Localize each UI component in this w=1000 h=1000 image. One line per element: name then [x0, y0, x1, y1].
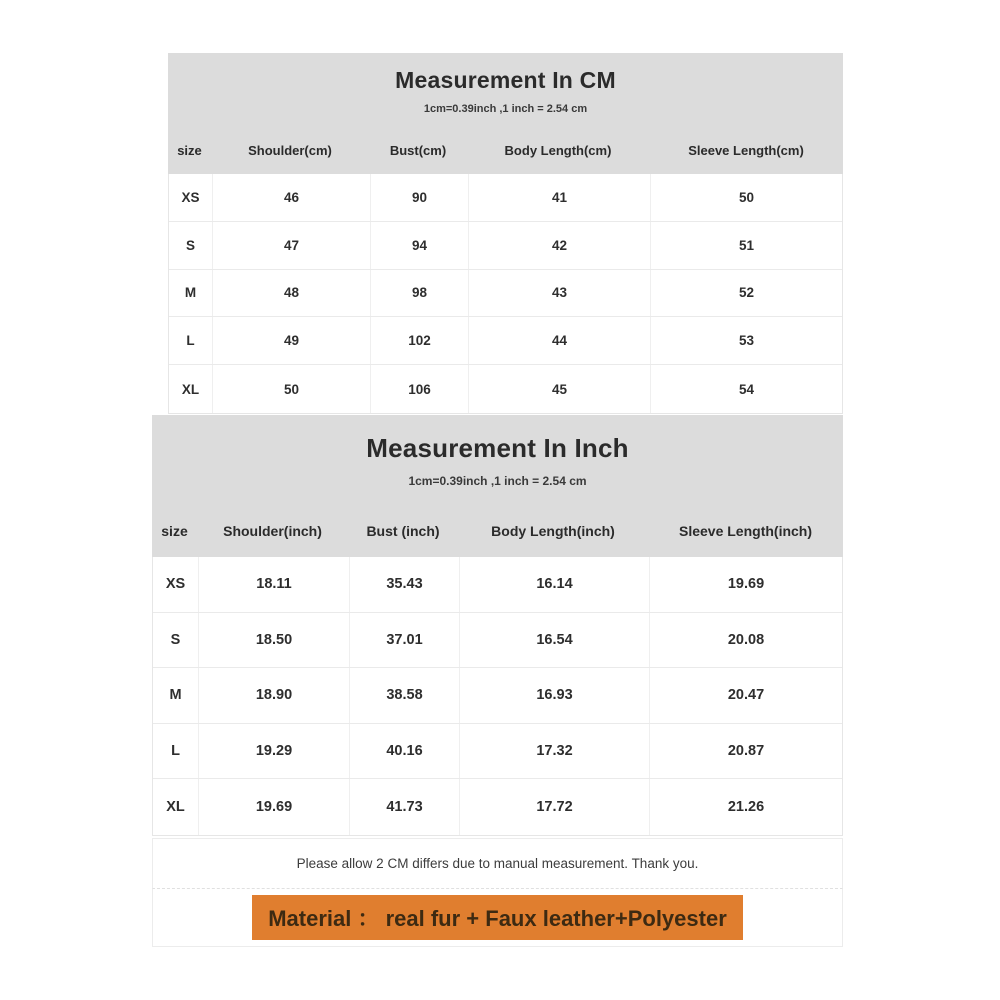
measurement-value-cell: 20.87	[649, 724, 842, 779]
measurement-value-cell: 16.54	[459, 613, 649, 668]
table-row	[169, 365, 842, 413]
measurement-value-cell: 42	[468, 222, 650, 269]
material-highlight: Material ： real fur + Faux leather+Polyester	[252, 895, 743, 940]
measurement-value-cell: 106	[370, 365, 468, 413]
measurement-value-cell: 50	[650, 174, 842, 221]
measurement-value-cell: 48	[212, 270, 370, 317]
measurement-value-cell: 38.58	[349, 668, 459, 723]
material-row	[152, 889, 843, 947]
measurement-value-cell: 46	[212, 174, 370, 221]
measurement-value-cell: 41	[468, 174, 650, 221]
notes-panel	[152, 838, 843, 947]
inch-table-body	[152, 557, 843, 836]
column-header-bust: Bust(cm)	[389, 142, 447, 158]
measurement-value-cell: 16.93	[459, 668, 649, 723]
measurement-value-cell: 20.47	[649, 668, 842, 723]
inch-column-header-row	[152, 505, 843, 557]
measurement-value-cell: 43	[468, 270, 650, 317]
table-row	[169, 222, 842, 270]
size-label-cell: S	[185, 237, 195, 253]
measurement-value-cell: 35.43	[349, 557, 459, 612]
cm-column-header-row	[168, 126, 843, 174]
measurement-value-cell: 17.72	[459, 779, 649, 835]
measurement-value-cell: 94	[370, 222, 468, 269]
measurement-value-cell: 45	[468, 365, 650, 413]
measurement-value-cell: 50	[212, 365, 370, 413]
table-row	[153, 779, 842, 835]
inch-table-title: Measurement In Inch	[366, 433, 629, 463]
cm-table-header	[168, 53, 843, 174]
measurement-value-cell: 49	[212, 317, 370, 364]
column-header-body-length: Body Length(cm)	[504, 142, 612, 158]
measurement-note-row	[152, 838, 843, 889]
column-header-bust: Bust (inch)	[366, 523, 440, 539]
column-header-shoulder: Shoulder(inch)	[223, 523, 322, 539]
size-label-cell: XS	[181, 189, 200, 205]
measurement-value-cell: 18.90	[198, 668, 349, 723]
measurement-value-cell: 40.16	[349, 724, 459, 779]
measurement-value-cell: 51	[650, 222, 842, 269]
measurement-value-cell: 19.69	[198, 779, 349, 835]
cm-table-body	[168, 174, 843, 414]
size-label-cell: M	[184, 285, 197, 301]
size-label-cell: L	[186, 333, 195, 349]
measurement-value-cell: 41.73	[349, 779, 459, 835]
inch-measurement-table	[152, 415, 843, 836]
size-label-cell: M	[169, 687, 182, 704]
column-header-size: size	[177, 142, 202, 158]
measurement-value-cell: 98	[370, 270, 468, 317]
measurement-value-cell: 52	[650, 270, 842, 317]
measurement-value-cell: 37.01	[349, 613, 459, 668]
table-row	[169, 317, 842, 365]
column-header-sleeve-length: Sleeve Length(inch)	[678, 523, 813, 539]
table-row	[153, 613, 842, 669]
size-label-cell: S	[170, 631, 181, 648]
table-row	[153, 668, 842, 724]
measurement-value-cell: 90	[370, 174, 468, 221]
column-header-body-length: Body Length(inch)	[491, 523, 615, 539]
measurement-value-cell: 16.14	[459, 557, 649, 612]
measurement-value-cell: 53	[650, 317, 842, 364]
table-row	[153, 557, 842, 613]
measurement-value-cell: 17.32	[459, 724, 649, 779]
table-row	[169, 270, 842, 318]
measurement-value-cell: 20.08	[649, 613, 842, 668]
measurement-value-cell: 19.29	[198, 724, 349, 779]
inch-table-header	[152, 415, 843, 557]
size-label-cell: XS	[165, 576, 186, 593]
table-row	[153, 724, 842, 780]
column-header-shoulder: Shoulder(cm)	[248, 142, 332, 158]
measurement-value-cell: 19.69	[649, 557, 842, 612]
size-label-cell: XL	[166, 799, 185, 816]
measurement-note: Please allow 2 CM differs due to manual measurement. Thank you.	[296, 856, 699, 871]
measurement-value-cell: 21.26	[649, 779, 842, 835]
measurement-value-cell: 44	[468, 317, 650, 364]
column-header-size: size	[161, 523, 188, 539]
cm-measurement-table	[168, 53, 843, 414]
inch-table-subtitle: 1cm=0.39inch ,1 inch = 2.54 cm	[408, 474, 587, 488]
size-label-cell: XL	[181, 381, 200, 397]
cm-table-title: Measurement In CM	[395, 67, 616, 93]
measurement-value-cell: 47	[212, 222, 370, 269]
column-header-sleeve-length: Sleeve Length(cm)	[688, 142, 804, 158]
measurement-value-cell: 18.11	[198, 557, 349, 612]
table-row	[169, 174, 842, 222]
measurement-value-cell: 54	[650, 365, 842, 413]
cm-table-subtitle: 1cm=0.39inch ,1 inch = 2.54 cm	[423, 103, 588, 115]
measurement-value-cell: 102	[370, 317, 468, 364]
measurement-value-cell: 18.50	[198, 613, 349, 668]
size-label-cell: L	[171, 743, 180, 760]
